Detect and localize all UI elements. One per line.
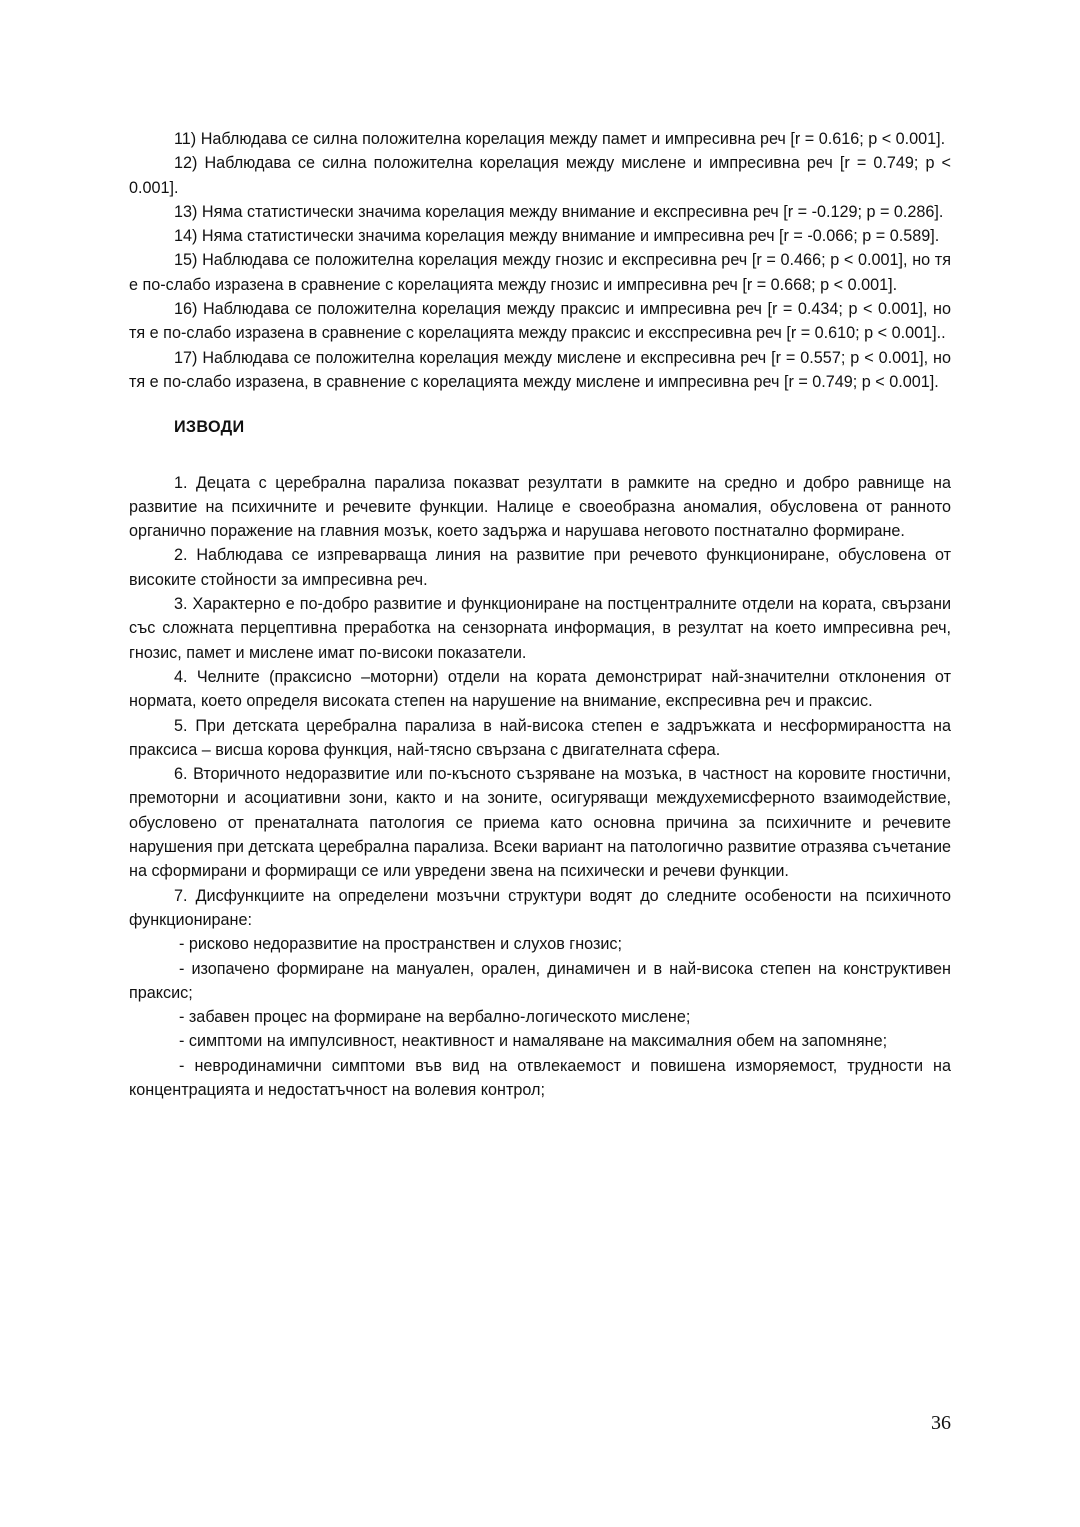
result-paragraph-14: 14) Няма статистически значима корелация между внимание и импресивна реч [r = -0.066; p = 0.589].	[174, 227, 940, 246]
conclusion-paragraph-2: 2. Наблюдава се изпреварваща линия на развитие при речевото функциониране, обусловена от високите стойности за импресивна реч.	[129, 546, 951, 589]
conclusion-paragraph-1: 1. Децата с церебрална парализа показват резултати в рамките на средно и добро равнище на развитие на психичните и речевите функции. Налице е своеобразна аномалия, обусловена от ранното органично поражение на главния мозък, което задържа и нарушава неговото постнатално формиране.	[129, 473, 951, 541]
page-number: 36	[931, 1412, 951, 1434]
bullet-item-memory: - симптоми на импулсивност, неактивност и намаляване на максималния обем на запомняне;	[179, 1032, 888, 1051]
bullet-item-praxis: - изопачено формиране на мануален, орален, динамичен и в най-висока степен на конструктивен праксис;	[129, 959, 951, 1002]
section-heading-conclusions: ИЗВОДИ	[174, 418, 245, 437]
result-paragraph-16: 16) Наблюдава се положителна корелация между праксис и импресивна реч [r = 0.434; p < 0.001], но тя е по-слабо изразена в сравнение с корелацията между праксис и ексспресивна реч [r = 0.610; p < 0.001]..	[129, 300, 951, 343]
conclusion-paragraph-6: 6. Вторичното недоразвитие или по-късното съзряване на мозъка, в частност на коровите гностични, премоторни и асоциативни зони, както и на зоните, осигуряващи междухемисферното взаимодействие, обусловено от пренаталната патология се приема като основна причина за психичните и речевите нарушения при детската церебрална парализа. Всеки вариант на патологично развитие отразява съчетание на сформирани и формиращи се или увредени звена на психически и речеви функции.	[129, 765, 951, 881]
conclusion-paragraph-4: 4. Челните (праксисно –моторни) отдели на кората демонстрират най-значителни отклонения от нормата, което определя високата степен на нарушение на внимание, експресивна реч и праксис.	[129, 667, 951, 711]
bullet-item-neurodynamic: - невродинамични симптоми във вид на отвлекаемост и повишена изморяемост, трудности на концентрацията и недостатъчност на волевия контрол;	[129, 1056, 951, 1099]
conclusion-paragraph-7: 7. Дисфункциите на определени мозъчни структури водят до следните особености на психичното функциониране:	[129, 886, 951, 929]
result-paragraph-12: 12) Наблюдава се силна положителна корелация между мислене и импресивна реч [r = 0.749; p < 0.001].	[129, 154, 951, 197]
result-paragraph-15: 15) Наблюдава се положителна корелация между гнозис и експресивна реч [r = 0.466; p < 0.001], но тя е по-слабо изразена в сравнение с корелацията между гнозис и импресивна реч [r = 0.668; p < 0.001].	[129, 251, 951, 294]
document-body	[129, 127, 951, 1102]
bullet-item-gnosis: - рисково недоразвитие на пространствен и слухов гнозис;	[179, 935, 623, 954]
result-paragraph-13: 13) Няма статистически значима корелация между внимание и експресивна реч [r = -0.129; p = 0.286].	[174, 202, 944, 221]
result-paragraph-17: 17) Наблюдава се положителна корелация между мислене и експресивна реч [r = 0.557; p < 0.001], но тя е по-слабо изразена, в сравнение с корелацията между мислене и импресивна реч [r = 0.749; p < 0.001].	[129, 348, 951, 391]
result-paragraph-11: 11) Наблюдава се силна положителна корелация между памет и импресивна реч [r = 0.616; p < 0.001].	[174, 130, 946, 148]
conclusion-paragraph-3: 3. Характерно е по-добро развитие и функциониране на постцентралните отдели на кората, свързани със сложната перцептивна преработка на сензорната информация, в резултат на което импресивна реч, гнозис, памет и мислене имат по-високи показатели.	[129, 595, 951, 662]
conclusion-paragraph-5: 5. При детската церебрална парализа в най-висока степен е задръжката и несформираността на праксиса – висша корова функция, най-тясно свързана с двигателната сфера.	[129, 716, 951, 759]
bullet-item-thinking: - забавен процес на формиране на вербално-логическото мислене;	[179, 1008, 691, 1027]
